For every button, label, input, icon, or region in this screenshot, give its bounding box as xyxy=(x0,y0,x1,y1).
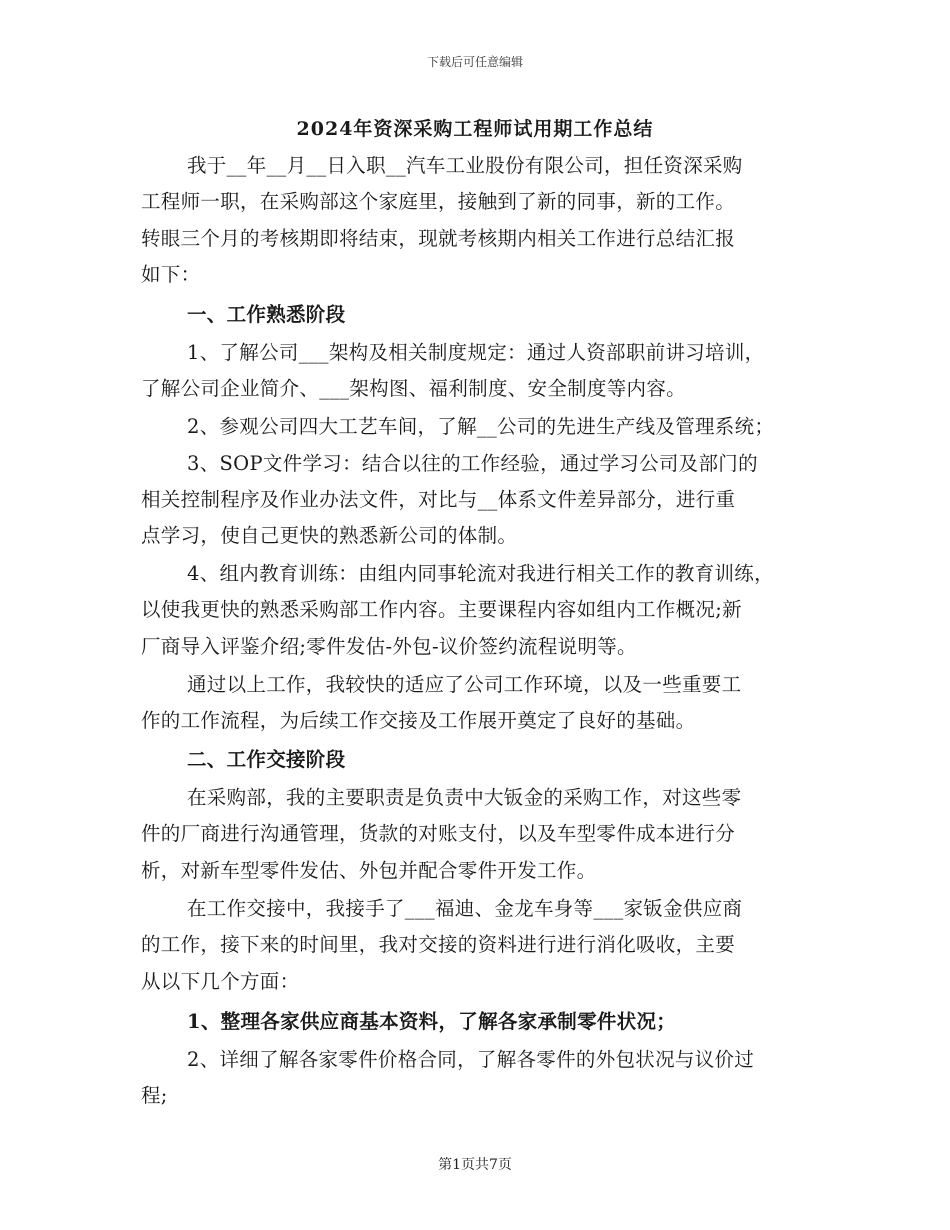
section-heading: 二、工作交接阶段 xyxy=(187,748,346,771)
paragraph-line: 程; xyxy=(141,1084,168,1107)
document-title: 2024年资深采购工程师试用期工作总结 xyxy=(296,118,654,140)
paragraph-line: 件的厂商进行沟通管理，货款的对账支付，以及车型零件成本进行分 xyxy=(141,822,736,845)
paragraph-line: 厂商导入评鉴介绍;零件发估-外包-议价签约流程说明等。 xyxy=(141,635,637,658)
paragraph-line: 在采购部，我的主要职责是负责中大钣金的采购工作，对这些零 xyxy=(187,786,742,809)
paragraph-line: 4、组内教育训练：由组内同事轮流对我进行相关工作的教育训练， xyxy=(187,562,774,585)
page-footer: 第1页共7页 xyxy=(438,1157,512,1173)
paragraph-line: 如下： xyxy=(141,263,201,286)
paragraph-line: 我于__年__月__日入职__汽车工业股份有限公司，担任资深采购 xyxy=(187,154,743,177)
paragraph-line: 相关控制程序及作业办法文件，对比与__体系文件差异部分，进行重 xyxy=(141,488,736,511)
header-note: 下载后可任意编辑 xyxy=(426,55,523,69)
paragraph-line: 在工作交接中，我接手了___福迪、金龙车身等___家钣金供应商 xyxy=(187,897,743,920)
paragraph-line: 2、参观公司四大工艺车间，了解__公司的先进生产线及管理系统； xyxy=(187,415,775,438)
paragraph-line: 工程师一职，在采购部这个家庭里，接触到了新的同事，新的工作。 xyxy=(141,190,736,213)
section-heading: 一、工作熟悉阶段 xyxy=(187,303,346,326)
paragraph-line: 作的工作流程，为后续工作交接及工作展开奠定了良好的基础。 xyxy=(141,709,696,732)
paragraph-line: 2、详细了解各家零件价格合同，了解各零件的外包状况与议价过 xyxy=(187,1048,755,1071)
paragraph-line: 点学习，使自己更快的熟悉新公司的体制。 xyxy=(141,524,518,547)
paragraph-line: 析，对新车型零件发估、外包并配合零件开发工作。 xyxy=(141,859,597,882)
paragraph-line: 1、了解公司___架构及相关制度规定：通过人资部职前讲习培训， xyxy=(187,341,765,364)
paragraph-line: 通过以上工作，我较快的适应了公司工作环境，以及一些重要工 xyxy=(187,673,742,696)
paragraph-line: 以使我更快的熟悉采购部工作内容。主要课程内容如组内工作概况;新 xyxy=(141,598,742,621)
paragraph-line: 3、SOP文件学习：结合以往的工作经验，通过学习公司及部门的 xyxy=(187,452,758,475)
bold-list-item: 1、整理各家供应商基本资料，了解各家承制零件状况； xyxy=(187,1010,677,1033)
paragraph-line: 从以下几个方面： xyxy=(141,970,300,993)
paragraph-line: 了解公司企业简介、___架构图、福利制度、安全制度等内容。 xyxy=(141,377,686,400)
paragraph-line: 的工作，接下来的时间里，我对交接的资料进行进行消化吸收，主要 xyxy=(141,933,736,956)
paragraph-line: 转眼三个月的考核期即将结束，现就考核期内相关工作进行总结汇报 xyxy=(141,227,736,250)
